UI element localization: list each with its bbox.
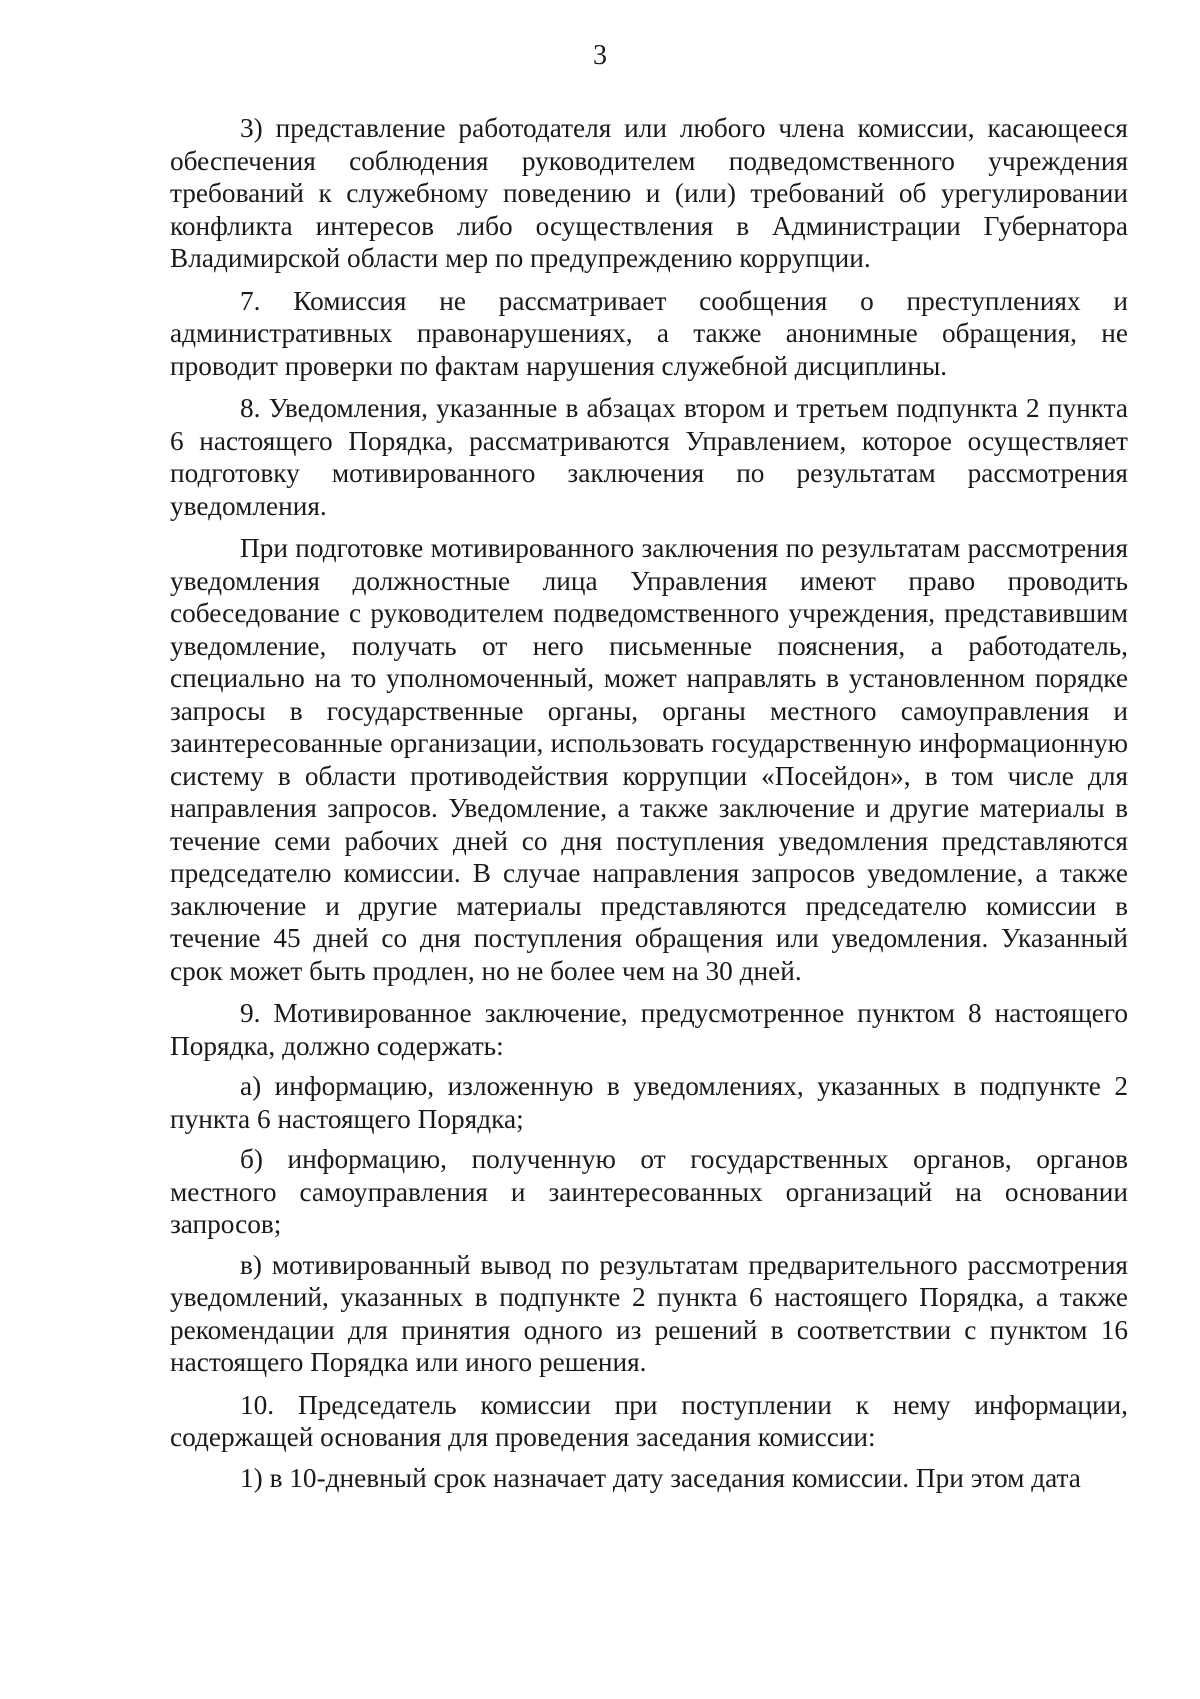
paragraph-10: 10. Председатель комиссии при поступлении к нему информации, содержащей основания для проведения заседания комиссии: bbox=[170, 1389, 1128, 1452]
paragraph-8: 8. Уведомления, указанные в абзацах втором и третьем подпункта 2 пункта 6 настоящего Порядка, рассматриваются Управлением, которое осуществляет подготовку мотивированного заключения по результатам рассмотрения уведомления. bbox=[170, 393, 1128, 521]
page-number: 3 bbox=[593, 40, 607, 71]
paragraph-10-1: 1) в 10-дневный срок назначает дату заседания комиссии. При этом дата bbox=[240, 1462, 1081, 1493]
document-body bbox=[170, 112, 1128, 1504]
paragraph-9-v: в) мотивированный вывод по результатам предварительного рассмотрения уведомлений, указанных в подпункте 2 пункта 6 настоящего Порядка, а также рекомендации для принятия одного из решений в соответствии с пунктом 16 настоящего Порядка или иного решения. bbox=[170, 1249, 1128, 1377]
paragraph-8-preparation: При подготовке мотивированного заключения по результатам рассмотрения уведомления должностные лица Управления имеют право проводить собеседование с руководителем подведомственного учреждения, представившим уведомление, получать от него письменные пояснения, а работодатель, специально на то уполномоченный, может направлять в установленном порядке запросы в государственные органы, органы местного самоуправления и заинтересованные организации, использовать государственную информационную систему в области противодействия коррупции «Посейдон», в том числе для направления запросов. Уведомление, а также заключение и другие материалы в течение семи рабочих дней со дня поступления уведомления представляются председателю комиссии. В случае направления запросов уведомление, а также заключение и другие материалы представляются председателю комиссии в течение 45 дней со дня поступления обращения или уведомления. Указанный срок может быть продлен, но не более чем на 30 дней. bbox=[170, 533, 1128, 986]
paragraph-9-b: б) информацию, полученную от государственных органов, органов местного самоуправления и заинтересованных организаций на основании запросов; bbox=[170, 1144, 1128, 1239]
paragraph-9: 9. Мотивированное заключение, предусмотренное пунктом 8 настоящего Порядка, должно содержать: bbox=[170, 998, 1128, 1061]
paragraph-9-a: а) информацию, изложенную в уведомлениях, указанных в подпункте 2 пункта 6 настоящего Порядка; bbox=[170, 1071, 1128, 1134]
paragraph-7: 7. Комиссия не рассматривает сообщения о преступлениях и административных правонарушениях, а также анонимные обращения, не проводит проверки по фактам нарушения служебной дисциплины. bbox=[170, 285, 1128, 381]
paragraph-3-employer-submission: 3) представление работодателя или любого члена комиссии, касающееся обеспечения соблюдения руководителем подведомственного учреждения требований к служебному поведению и (или) требований об урегулировании конфликта интересов либо осуществления в Администрации Губернатора Владимирской области мер по предупреждению коррупции. bbox=[170, 113, 1128, 273]
